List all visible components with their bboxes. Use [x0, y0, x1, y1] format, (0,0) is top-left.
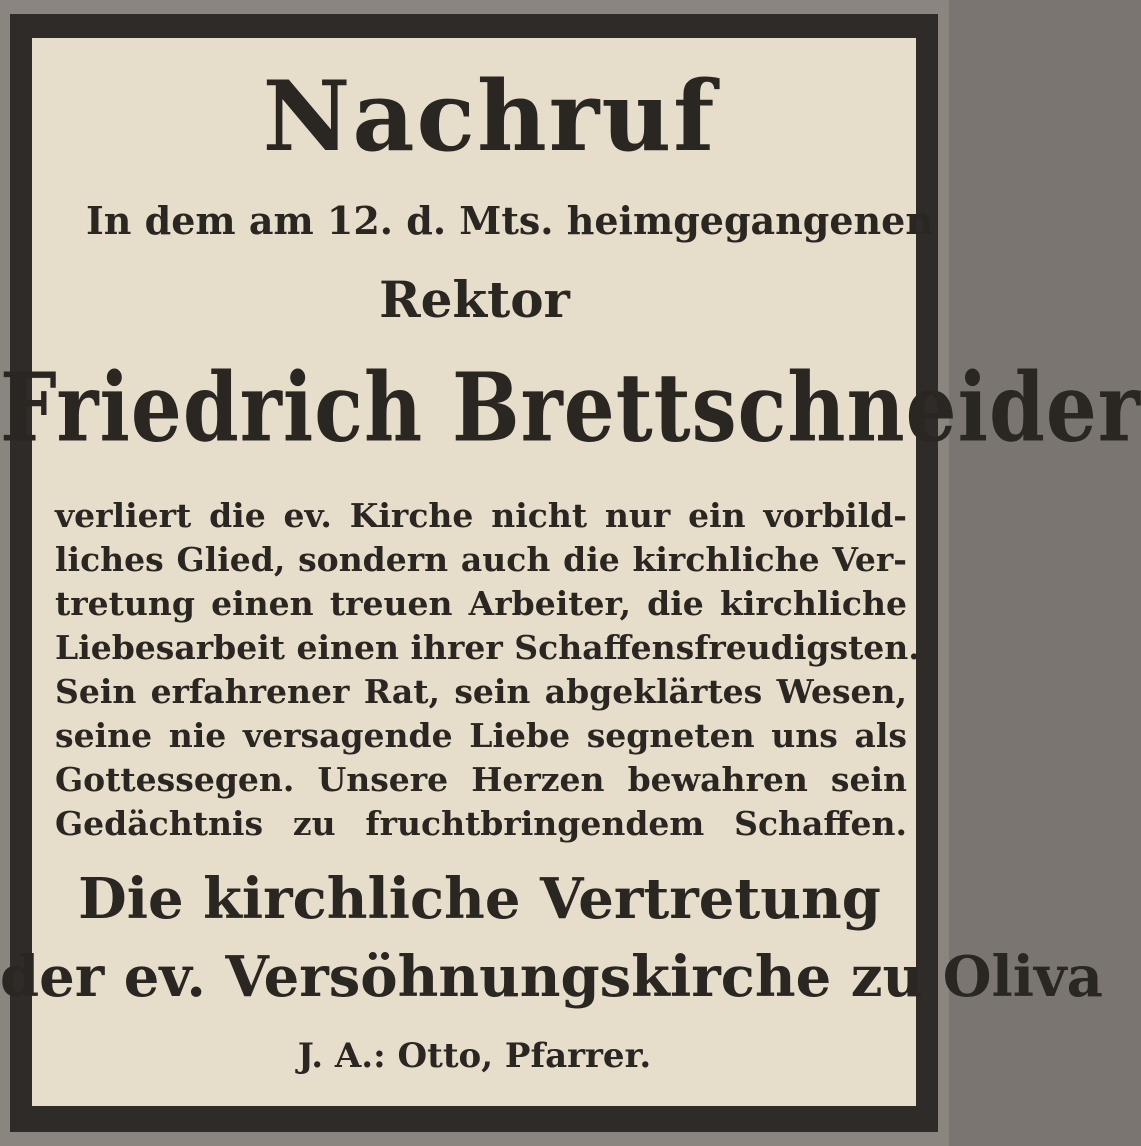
deceased-title: Rektor: [379, 270, 570, 329]
body-line: tretung einen treuen Arbeiter, die kirchliche: [55, 584, 907, 623]
notice-title: Nachruf: [262, 60, 717, 173]
body-line: seine nie versagende Liebe segneten uns als: [55, 716, 907, 755]
deceased-name: Friedrich Brettschneider: [0, 352, 1141, 463]
signer-line: J. A.: Otto, Pfarrer.: [297, 1036, 652, 1076]
signature-line-1: Die kirchliche Vertretung: [78, 866, 881, 932]
body-line: Gottessegen. Unsere Herzen bewahren sein: [55, 760, 907, 799]
signature-line-2: der ev. Versöhnungskirche zu Oliva: [0, 944, 1103, 1010]
notice-intro: In dem am 12. d. Mts. heimgegangenen: [86, 198, 933, 243]
body-line: verliert die ev. Kirche nicht nur ein vorbild-: [55, 496, 907, 535]
body-line: liches Glied, sondern auch die kirchliche Ver-: [55, 540, 907, 579]
body-line: Sein erfahrener Rat, sein abgeklärtes Wesen,: [55, 672, 907, 711]
body-line: Gedächtnis zu fruchtbringendem Schaffen.: [55, 804, 907, 843]
body-line: Liebesarbeit einen ihrer Schaffensfreudigsten.: [55, 628, 920, 667]
